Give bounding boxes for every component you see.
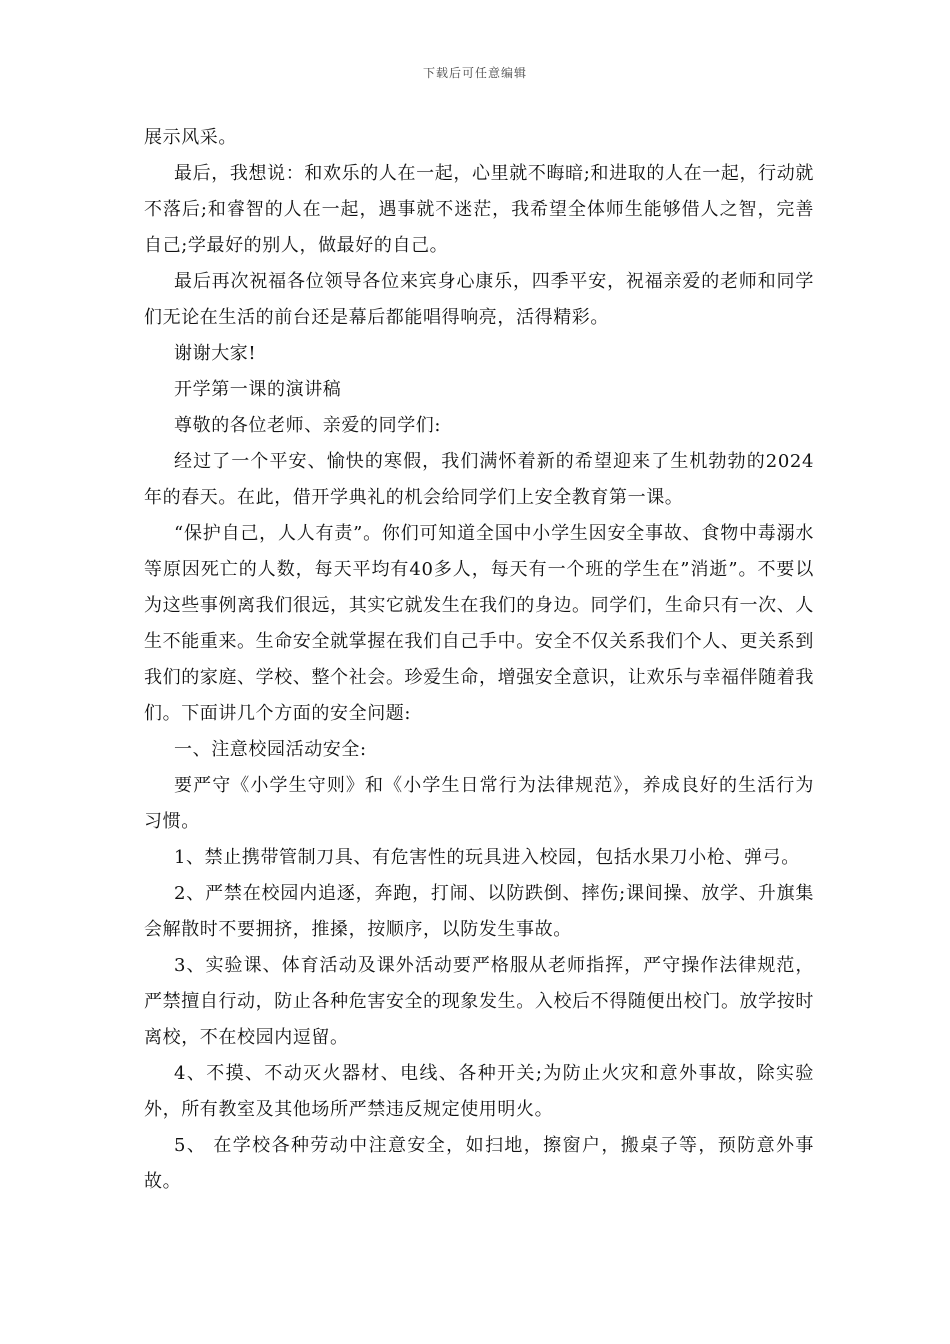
paragraph: 经过了一个平安、愉快的寒假，我们满怀着新的希望迎来了生机勃勃的2024年的春天。在此，借开学典礼的机会给同学们上安全教育第一课。 [144, 451, 814, 508]
list-item: 2、严禁在校园内追逐，奔跑，打闹、以防跌倒、摔伤;课间操、放学、升旗集会解散时不要拥挤，推搡，按顺序，以防发生事故。 [144, 883, 814, 940]
list-item: 5、 在学校各种劳动中注意安全，如扫地，擦窗户，搬桌子等，预防意外事故。 [144, 1135, 814, 1192]
paragraph: 谢谢大家! [174, 343, 257, 364]
document-body [144, 120, 814, 1200]
paragraph: 展示风采。 [144, 127, 237, 148]
paragraph: 最后再次祝福各位领导各位来宾身心康乐，四季平安，祝福亲爱的老师和同学们无论在生活的前台还是幕后都能唱得响亮，活得精彩。 [144, 271, 814, 328]
list-item: 3、实验课、体育活动及课外活动要严格服从老师指挥，严守操作法律规范，严禁擅自行动，防止各种危害安全的现象发生。入校后不得随便出校门。放学按时离校，不在校园内逗留。 [144, 955, 814, 1048]
paragraph: 要严守《小学生守则》和《小学生日常行为法律规范》，养成良好的生活行为习惯。 [144, 775, 814, 832]
salutation: 尊敬的各位老师、亲爱的同学们: [174, 415, 442, 436]
paragraph: 最后，我想说：和欢乐的人在一起，心里就不晦暗;和进取的人在一起，行动就不落后;和睿智的人在一起，遇事就不迷茫，我希望全体师生能够借人之智，完善自己;学最好的别人，做最好的自己。 [144, 163, 814, 256]
section-title: 开学第一课的演讲稿 [174, 379, 342, 400]
page-header-note: 下载后可任意编辑 [422, 66, 527, 80]
paragraph: “保护自己，人人有责”。你们可知道全国中小学生因安全事故、食物中毒溺水等原因死亡的人数，每天平均有40多人，每天有一个班的学生在”消逝”。不要以为这些事例离我们很远，其实它就发生在我们的身边。同学们，生命只有一次、人生不能重来。生命安全就掌握在我们自己手中。安全不仅关系我们个人、更关系到我们的家庭、学校、整个社会。珍爱生命，增强安全意识，让欢乐与幸福伴随着我们。下面讲几个方面的安全问题: [144, 523, 814, 724]
list-item: 1、禁止携带管制刀具、有危害性的玩具进入校园，包括水果刀小枪、弹弓。 [174, 847, 800, 868]
list-item: 4、不摸、不动灭火器材、电线、各种开关;为防止火灾和意外事故，除实验外，所有教室及其他场所严禁违反规定使用明火。 [144, 1063, 814, 1120]
subheading: 一、注意校园活动安全: [174, 739, 367, 760]
